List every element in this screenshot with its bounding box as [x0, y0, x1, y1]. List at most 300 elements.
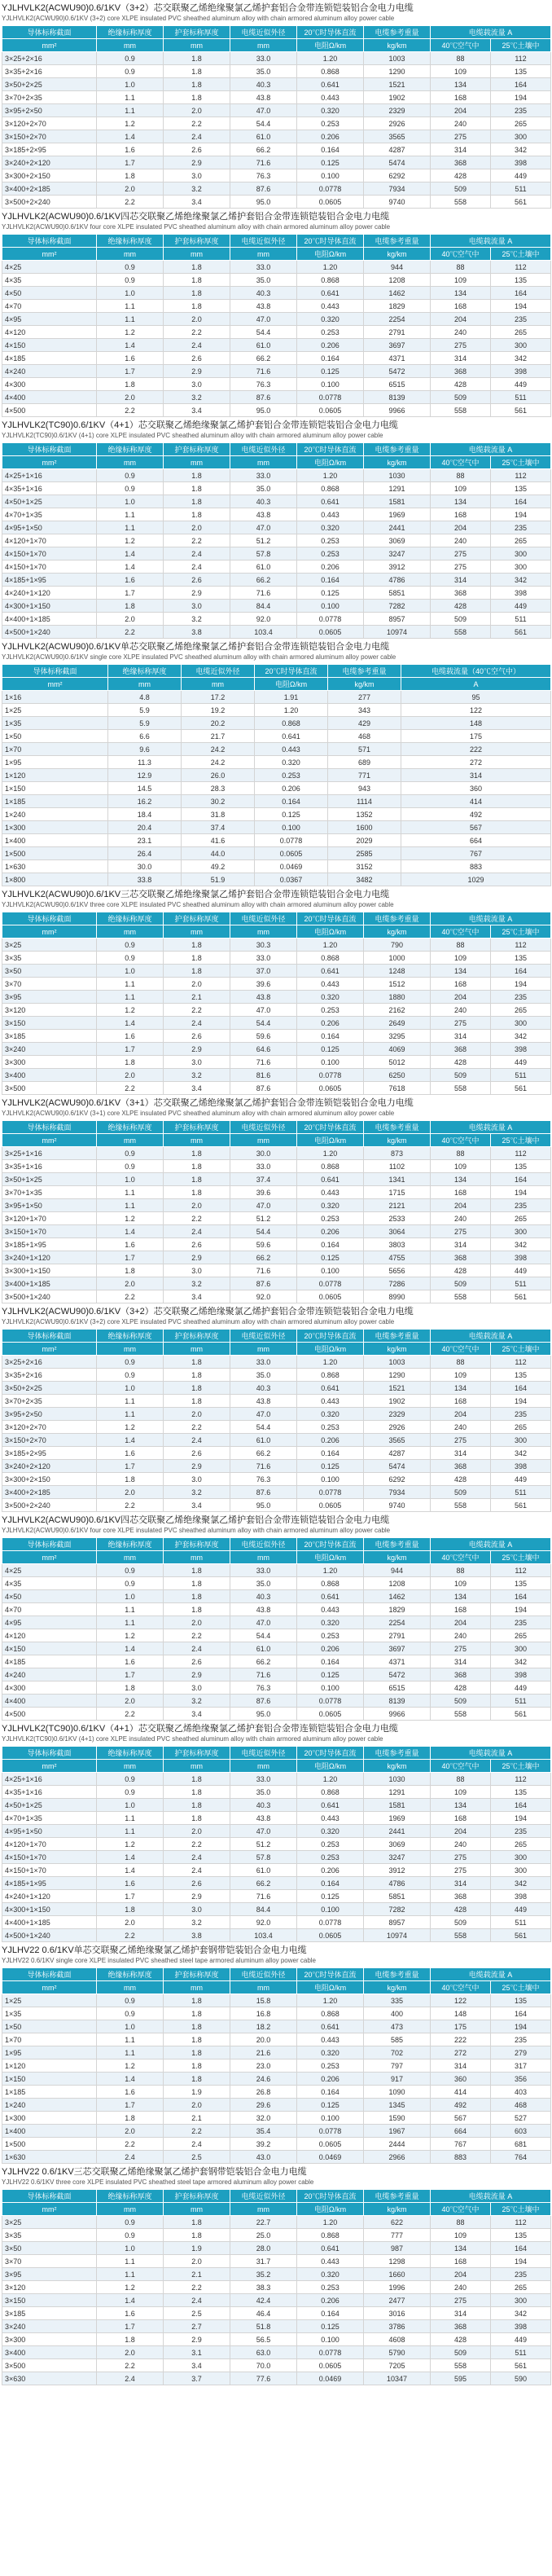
column-unit: mm: [164, 39, 230, 52]
table-cell: 194: [491, 91, 551, 104]
table-cell: 1000: [364, 952, 431, 965]
table-cell: 71.6: [230, 156, 297, 169]
table-cell: 1.9: [164, 2242, 230, 2255]
table-cell: 0.125: [297, 1890, 364, 1903]
column-unit: mm: [164, 1343, 230, 1356]
column-header: 导体标称截面: [2, 443, 97, 456]
table-cell: 2121: [364, 1199, 431, 1212]
table-cell: 2.4: [164, 1851, 230, 1864]
cable-size-cell: 4×240: [2, 365, 97, 378]
table-cell: 1.6: [97, 1030, 164, 1043]
cable-size-cell: 4×50: [2, 287, 97, 300]
table-header-row: [2, 443, 551, 456]
column-header: 20℃时导体直流: [297, 235, 364, 248]
table-cell: 356: [491, 2073, 551, 2086]
table-cell: 1.8: [164, 1577, 230, 1590]
table-cell: 61.0: [230, 339, 297, 352]
table-cell: 558: [431, 2359, 491, 2372]
table-cell: 0.443: [297, 1395, 364, 1408]
table-cell: 428: [431, 169, 491, 182]
column-unit: mm²: [2, 1343, 97, 1356]
table-cell: 87.6: [230, 1486, 297, 1499]
table-cell: 66.2: [230, 1447, 297, 1460]
column-header: 电缆参考重量: [364, 1747, 431, 1760]
cable-size-cell: 3×150+1×70: [2, 1225, 97, 1238]
table-cell: 0.320: [297, 104, 364, 117]
table-cell: 1.9: [164, 2086, 230, 2099]
table-cell: 1.1: [97, 1603, 164, 1616]
column-header: 电缆参考重量: [364, 1330, 431, 1343]
cable-size-cell: 1×70: [2, 743, 108, 756]
cable-size-cell: 3×400+1×185: [2, 1277, 97, 1290]
table-cell: 360: [401, 782, 551, 795]
cable-size-cell: 3×70+1×35: [2, 1186, 97, 1199]
table-cell: 1.7: [97, 2320, 164, 2333]
table-cell: 277: [328, 691, 401, 704]
table-cell: 428: [431, 600, 491, 613]
section-subtitle: YJLHVLK2(ACWU90)0.6/1KV (3+1) core XLPE insulated PVC sheathed aluminum alloy with chain armored aluminum alloy power cable: [2, 1110, 395, 1117]
table-row: [2, 182, 551, 196]
table-cell: 0.868: [297, 1786, 364, 1799]
table-cell: 47.0: [230, 521, 297, 534]
table-cell: 300: [491, 1851, 551, 1864]
table-cell: 2.4: [164, 547, 230, 560]
table-cell: 235: [491, 104, 551, 117]
table-row: [2, 587, 551, 600]
table-cell: 2.2: [164, 1629, 230, 1642]
table-cell: 2.0: [164, 2255, 230, 2268]
table-row: [2, 547, 551, 560]
table-cell: 33.8: [108, 873, 182, 886]
table-cell: 3.2: [164, 1277, 230, 1290]
column-header: 20℃时导体直流: [297, 1538, 364, 1551]
cable-size-cell: 4×35: [2, 274, 97, 287]
column-header: 电缆载流量 A: [431, 2190, 551, 2203]
cable-size-cell: 3×120: [2, 1004, 97, 1017]
cable-size-cell: 3×500: [2, 2359, 97, 2372]
cable-size-cell: 4×120+1×70: [2, 534, 97, 547]
cable-size-cell: 1×240: [2, 808, 108, 821]
table-cell: 0.125: [297, 1251, 364, 1264]
table-cell: 1352: [328, 808, 401, 821]
table-row: [2, 2281, 551, 2294]
table-cell: 414: [431, 2086, 491, 2099]
column-header: 20℃时导体直流: [255, 665, 328, 678]
table-cell: 87.6: [230, 391, 297, 404]
table-cell: 314: [431, 1655, 491, 1668]
table-cell: 134: [431, 2242, 491, 2255]
table-cell: 0.320: [297, 991, 364, 1004]
table-cell: 0.253: [297, 1212, 364, 1225]
table-cell: 1.4: [97, 130, 164, 143]
table-cell: 1114: [328, 795, 401, 808]
table-row: [2, 1017, 551, 1030]
table-cell: 3565: [364, 1434, 431, 1447]
table-cell: 2.0: [97, 182, 164, 196]
cable-size-cell: 3×240+2×120: [2, 156, 97, 169]
table-cell: 265: [491, 1838, 551, 1851]
table-cell: 1.8: [164, 495, 230, 508]
column-unit: mm²: [2, 1981, 97, 1994]
table-cell: 0.0605: [297, 1082, 364, 1095]
table-cell: 0.206: [297, 2294, 364, 2307]
cable-size-cell: 3×95+1×50: [2, 1199, 97, 1212]
table-cell: 2791: [364, 1629, 431, 1642]
table-cell: 558: [431, 1929, 491, 1942]
cable-size-cell: 4×400+1×185: [2, 1916, 97, 1929]
column-unit: 40℃空气中: [431, 1343, 491, 1356]
table-cell: 473: [364, 2020, 431, 2033]
table-row: [2, 2059, 551, 2073]
table-cell: 0.0778: [297, 1277, 364, 1290]
spec-table: [2, 1329, 551, 1512]
cable-size-cell: 4×120+1×70: [2, 1838, 97, 1851]
table-cell: 2.4: [164, 130, 230, 143]
table-cell: 0.868: [297, 2007, 364, 2020]
table-cell: 1.1: [97, 2033, 164, 2046]
cable-size-cell: 1×35: [2, 2007, 97, 2020]
table-cell: 1.20: [297, 1147, 364, 1160]
table-cell: 1.8: [164, 1160, 230, 1173]
table-cell: 2.9: [164, 156, 230, 169]
table-cell: 398: [491, 1251, 551, 1264]
table-cell: 1029: [401, 873, 551, 886]
column-header: 绝缘标称厚度: [97, 1747, 164, 1760]
table-cell: 168: [431, 1186, 491, 1199]
column-header: 电缆参考重量: [364, 1968, 431, 1981]
table-cell: 2.0: [164, 2099, 230, 2112]
cable-spec-section: [0, 209, 552, 417]
column-header: 电缆近似外径: [230, 2190, 297, 2203]
table-cell: 0.100: [297, 1681, 364, 1695]
cable-spec-section: [0, 2164, 552, 2385]
column-header: 20℃时导体直流: [297, 26, 364, 39]
column-unit: mm: [164, 456, 230, 469]
table-cell: 1.4: [97, 339, 164, 352]
column-unit: mm: [97, 248, 164, 261]
cable-size-cell: 3×50+2×25: [2, 78, 97, 91]
table-cell: 428: [431, 1903, 491, 1916]
table-cell: 2.4: [164, 2294, 230, 2307]
table-cell: 1902: [364, 91, 431, 104]
table-cell: 112: [491, 1773, 551, 1786]
cable-size-cell: 1×240: [2, 2099, 97, 2112]
table-cell: 2.4: [164, 1864, 230, 1877]
table-cell: 0.868: [297, 1369, 364, 1382]
table-row: [2, 1356, 551, 1369]
table-cell: 0.253: [297, 1421, 364, 1434]
table-cell: 1.8: [164, 1773, 230, 1786]
table-cell: 360: [431, 2073, 491, 2086]
table-cell: 194: [491, 1186, 551, 1199]
cable-size-cell: 3×120+2×70: [2, 1421, 97, 1434]
cable-size-cell: 1×630: [2, 2151, 97, 2164]
table-cell: 0.164: [297, 2086, 364, 2099]
table-cell: 9740: [364, 1499, 431, 1512]
table-cell: 194: [491, 2255, 551, 2268]
table-cell: 135: [491, 952, 551, 965]
table-cell: 43.8: [230, 1603, 297, 1616]
column-header: 护套标称厚度: [164, 912, 230, 925]
table-cell: 1.8: [164, 1186, 230, 1199]
table-cell: 2.0: [97, 1277, 164, 1290]
table-cell: 47.0: [230, 1408, 297, 1421]
table-cell: 2.6: [164, 1447, 230, 1460]
table-cell: 1.7: [97, 156, 164, 169]
table-cell: 3.7: [164, 2372, 230, 2385]
table-cell: 1248: [364, 965, 431, 978]
table-row: [2, 274, 551, 287]
table-cell: 0.253: [297, 2281, 364, 2294]
table-cell: 1.2: [97, 534, 164, 547]
column-header: 电缆近似外径: [230, 235, 297, 248]
table-cell: 1.1: [97, 2268, 164, 2281]
table-cell: 2.0: [97, 1069, 164, 1082]
cable-spec-section: [0, 886, 552, 1095]
column-unit: 25℃土壤中: [491, 1981, 551, 1994]
table-cell: 66.2: [230, 1877, 297, 1890]
table-cell: 265: [491, 1004, 551, 1017]
table-cell: 2.9: [164, 1668, 230, 1681]
table-cell: 0.0778: [297, 2346, 364, 2359]
table-cell: 6250: [364, 1069, 431, 1082]
table-cell: 2.4: [164, 2138, 230, 2151]
table-cell: 428: [431, 2333, 491, 2346]
table-cell: 33.0: [230, 261, 297, 274]
table-header-row: [2, 665, 551, 678]
table-cell: 681: [491, 2138, 551, 2151]
cable-size-cell: 4×240+1×120: [2, 1890, 97, 1903]
table-row: [2, 1851, 551, 1864]
cable-size-cell: 4×150+1×70: [2, 1851, 97, 1864]
table-cell: 2.2: [97, 2359, 164, 2372]
table-cell: 40.3: [230, 495, 297, 508]
table-cell: 398: [491, 365, 551, 378]
table-cell: 0.641: [297, 78, 364, 91]
table-row: [2, 769, 551, 782]
table-cell: 10974: [364, 626, 431, 639]
table-cell: 0.9: [97, 482, 164, 495]
table-cell: 2.0: [97, 1695, 164, 1708]
table-cell: 509: [431, 182, 491, 196]
table-row: [2, 1590, 551, 1603]
table-cell: 0.100: [297, 2112, 364, 2125]
table-unit-row: [2, 456, 551, 469]
table-cell: 400: [364, 2007, 431, 2020]
table-cell: 3786: [364, 2320, 431, 2333]
table-cell: 368: [431, 1251, 491, 1264]
table-row: [2, 391, 551, 404]
table-cell: 11.3: [108, 756, 182, 769]
table-cell: 35.0: [230, 482, 297, 495]
table-cell: 23.0: [230, 2059, 297, 2073]
table-cell: 164: [491, 1173, 551, 1186]
table-cell: 204: [431, 1825, 491, 1838]
table-unit-row: [2, 1134, 551, 1147]
column-header: 绝缘标称厚度: [97, 2190, 164, 2203]
table-cell: 33.0: [230, 1356, 297, 1369]
table-cell: 4.8: [108, 691, 182, 704]
table-cell: 509: [431, 613, 491, 626]
table-cell: 314: [431, 1238, 491, 1251]
table-cell: 240: [431, 2281, 491, 2294]
table-cell: 1.8: [164, 287, 230, 300]
column-header: 20℃时导体直流: [297, 1747, 364, 1760]
table-cell: 0.0605: [255, 847, 328, 860]
table-cell: 767: [431, 2138, 491, 2151]
table-cell: 468: [491, 2099, 551, 2112]
column-header: 电缆近似外径: [230, 1330, 297, 1343]
table-cell: 109: [431, 1160, 491, 1173]
table-cell: 1880: [364, 991, 431, 1004]
column-header: 电缆近似外径: [230, 443, 297, 456]
table-row: [2, 339, 551, 352]
table-cell: 2.0: [164, 521, 230, 534]
cable-size-cell: 1×50: [2, 730, 108, 743]
table-cell: 567: [431, 2112, 491, 2125]
table-row: [2, 91, 551, 104]
column-unit: 25℃土壤中: [491, 248, 551, 261]
cable-size-cell: 3×240: [2, 1043, 97, 1056]
table-row: [2, 78, 551, 91]
table-cell: 0.164: [297, 2307, 364, 2320]
table-cell: 1.1: [97, 1186, 164, 1199]
table-cell: 1.8: [164, 1994, 230, 2007]
cable-spec-section: [0, 1095, 552, 1303]
table-cell: 240: [431, 326, 491, 339]
table-cell: 0.9: [97, 952, 164, 965]
table-row: [2, 743, 551, 756]
table-cell: 0.641: [297, 2020, 364, 2033]
cable-size-cell: 1×300: [2, 2112, 97, 2125]
table-cell: 14.5: [108, 782, 182, 795]
table-cell: 0.0469: [297, 2372, 364, 2385]
table-cell: 0.868: [297, 2229, 364, 2242]
table-cell: 1.8: [97, 1056, 164, 1069]
table-cell: 3.0: [164, 1903, 230, 1916]
table-cell: 300: [491, 1642, 551, 1655]
table-cell: 777: [364, 2229, 431, 2242]
column-header: 护套标称厚度: [164, 443, 230, 456]
table-cell: 148: [401, 717, 551, 730]
spec-table: [2, 1967, 551, 2164]
table-cell: 1.7: [97, 1890, 164, 1903]
table-cell: 1.8: [164, 965, 230, 978]
table-row: [2, 1577, 551, 1590]
table-cell: 314: [431, 2307, 491, 2320]
table-cell: 0.206: [297, 1864, 364, 1877]
cable-size-cell: 1×25: [2, 704, 108, 717]
table-cell: 511: [491, 1277, 551, 1290]
table-cell: 66.2: [230, 352, 297, 365]
column-unit: 25℃土壤中: [491, 39, 551, 52]
table-cell: 0.0605: [297, 404, 364, 417]
table-row: [2, 1629, 551, 1642]
table-row: [2, 1030, 551, 1043]
table-cell: 0.320: [297, 2046, 364, 2059]
table-row: [2, 534, 551, 547]
cable-size-cell: 4×95: [2, 313, 97, 326]
table-cell: 275: [431, 1434, 491, 1447]
table-cell: 22.7: [230, 2216, 297, 2229]
table-cell: 1.20: [297, 1773, 364, 1786]
table-cell: 0.320: [297, 1199, 364, 1212]
cable-size-cell: 4×120: [2, 1629, 97, 1642]
cable-size-cell: 3×120: [2, 2281, 97, 2294]
column-header: 电缆载流量 A: [431, 26, 551, 39]
table-cell: 1.1: [97, 978, 164, 991]
spec-table: [2, 912, 551, 1095]
column-unit: mm: [97, 1343, 164, 1356]
table-cell: 0.443: [297, 1186, 364, 1199]
table-row: [2, 52, 551, 65]
table-cell: 194: [491, 508, 551, 521]
table-cell: 0.443: [255, 743, 328, 756]
table-row: [2, 1929, 551, 1942]
table-cell: 0.0605: [297, 1929, 364, 1942]
table-cell: 449: [491, 378, 551, 391]
table-cell: 1.8: [97, 1473, 164, 1486]
table-cell: 1715: [364, 1186, 431, 1199]
table-cell: 527: [491, 2112, 551, 2125]
table-cell: 95.0: [230, 196, 297, 209]
table-row: [2, 2294, 551, 2307]
table-cell: 2.2: [97, 1499, 164, 1512]
cable-size-cell: 3×185+1×95: [2, 1238, 97, 1251]
table-cell: 590: [491, 2372, 551, 2385]
table-cell: 87.6: [230, 1277, 297, 1290]
cable-spec-section: [0, 639, 552, 886]
table-row: [2, 1616, 551, 1629]
table-cell: 134: [431, 1173, 491, 1186]
cable-size-cell: 4×185+1×95: [2, 1877, 97, 1890]
table-cell: 235: [491, 2268, 551, 2281]
table-cell: 8139: [364, 1695, 431, 1708]
table-cell: 368: [431, 587, 491, 600]
table-cell: 1298: [364, 2255, 431, 2268]
table-row: [2, 1147, 551, 1160]
table-cell: 43.8: [230, 508, 297, 521]
column-unit: mm: [108, 678, 182, 691]
table-unit-row: [2, 39, 551, 52]
cable-size-cell: 1×150: [2, 2073, 97, 2086]
table-cell: 3.0: [164, 169, 230, 182]
cable-size-cell: 3×35+2×16: [2, 65, 97, 78]
column-header: 导体标称截面: [2, 1330, 97, 1343]
table-cell: 2.4: [164, 1225, 230, 1238]
table-cell: 51.2: [230, 1838, 297, 1851]
table-cell: 175: [431, 2020, 491, 2033]
table-row: [2, 2151, 551, 2164]
table-cell: 2.9: [164, 1043, 230, 1056]
table-cell: 1.0: [97, 965, 164, 978]
table-cell: 0.100: [297, 378, 364, 391]
table-cell: 3.4: [164, 196, 230, 209]
table-cell: 3.0: [164, 1264, 230, 1277]
table-cell: 2441: [364, 521, 431, 534]
column-header: 导体标称截面: [2, 1121, 97, 1134]
table-cell: 0.641: [297, 965, 364, 978]
table-cell: 368: [431, 1460, 491, 1473]
table-cell: 1.0: [97, 287, 164, 300]
table-cell: 0.206: [297, 339, 364, 352]
table-row: [2, 1434, 551, 1447]
table-cell: 0.125: [297, 1460, 364, 1473]
table-cell: 148: [431, 2007, 491, 2020]
table-cell: 1969: [364, 508, 431, 521]
table-cell: 3.4: [164, 1499, 230, 1512]
table-cell: 0.125: [297, 365, 364, 378]
